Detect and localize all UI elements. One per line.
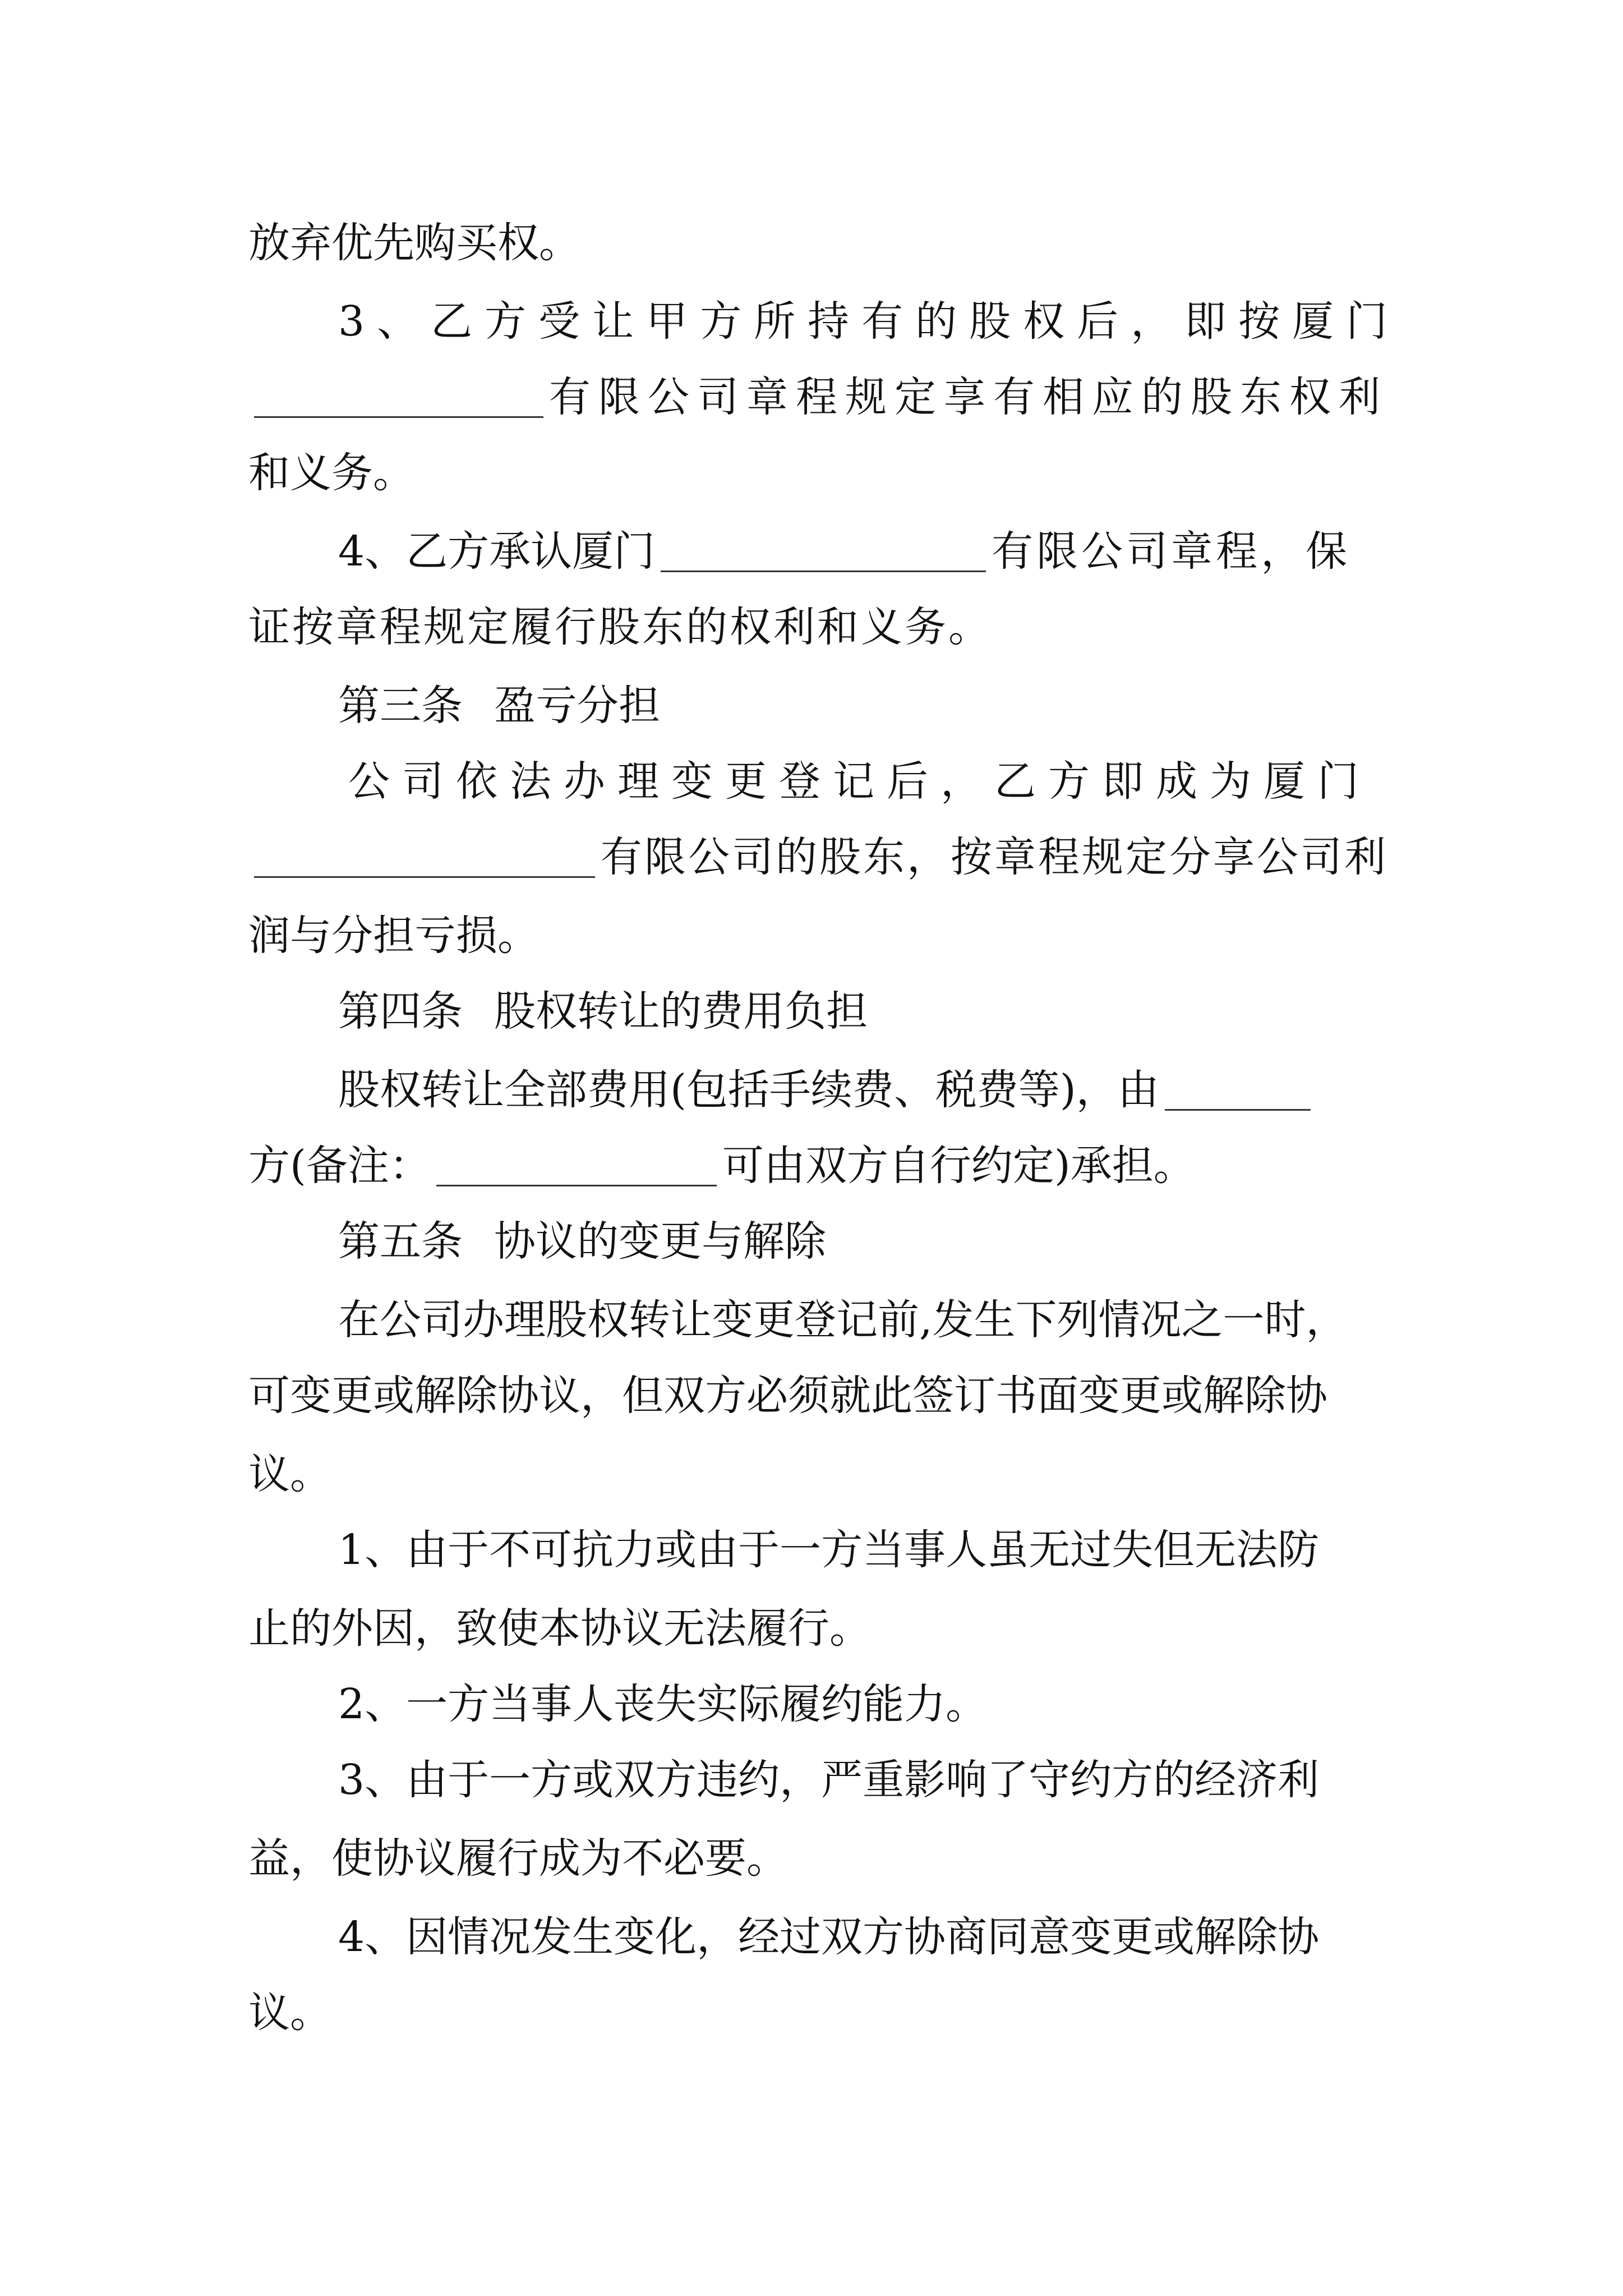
paragraph-text: 止的外因，致使本协议无法履行。 xyxy=(248,1604,871,1653)
paragraph-text: 议。 xyxy=(248,1450,331,1498)
text-line xyxy=(248,1593,1388,1653)
article-number: 第五条 xyxy=(338,1217,463,1266)
text-line xyxy=(248,1977,1388,2037)
article-number: 第三条 xyxy=(338,682,463,730)
text-line xyxy=(248,1823,1388,1883)
fill-blank xyxy=(254,841,595,878)
text-line xyxy=(248,438,1388,497)
paragraph-text: 3、由于一方或双方违约，严重影响了守约方的经济利 xyxy=(338,1756,1320,1804)
text-line xyxy=(248,1439,1388,1498)
text-line xyxy=(338,746,1388,806)
paragraph-text: 益，使协议履行成为不必要。 xyxy=(248,1834,788,1883)
text-line xyxy=(338,1745,1388,1804)
paragraph-text: 润与分担亏损。 xyxy=(248,912,539,960)
article-title: 股权转让的费用负担 xyxy=(494,987,868,1036)
text-line xyxy=(248,822,1388,881)
text-line xyxy=(338,1902,1388,1961)
paragraph-text: 有限公司章程规定享有相应的股东权利 xyxy=(549,373,1388,421)
fill-blank xyxy=(1165,1074,1311,1111)
text-line xyxy=(248,1360,1388,1420)
paragraph-text: 和义务。 xyxy=(248,449,414,497)
paragraph-text: 放弃优先购买权。 xyxy=(248,219,580,267)
paragraph-text: 4、因情况发生变化，经过双方协商同意变更或解除协 xyxy=(338,1913,1320,1961)
text-line xyxy=(338,1285,1388,1344)
paragraph-text: 可变更或解除协议，但双方必须就此签订书面变更或解除协 xyxy=(248,1372,1327,1420)
paragraph-text: 方(备注： xyxy=(248,1142,431,1190)
text-line xyxy=(248,208,1388,267)
text-line xyxy=(338,1515,1388,1574)
paragraph-text: 有限公司章程，保 xyxy=(992,527,1351,576)
article-heading xyxy=(338,1206,1388,1266)
paragraph-text: 股权转让全部费用(包括手续费、税费等)，由 xyxy=(338,1066,1159,1114)
text-line xyxy=(248,900,1388,960)
text-line xyxy=(338,286,1400,346)
paragraph-text: 4、乙方承认厦门 xyxy=(338,527,656,576)
paragraph-text: 1、由于不可抗力或由于一方当事人虽无过失但无法防 xyxy=(338,1526,1320,1574)
fill-blank xyxy=(254,381,543,418)
article-title: 协议的变更与解除 xyxy=(494,1217,826,1266)
text-line xyxy=(338,1055,1388,1114)
paragraph-text: 议。 xyxy=(248,1989,331,2037)
article-number: 第四条 xyxy=(338,987,463,1036)
paragraph-text: 有限公司的股东，按章程规定分享公司利 xyxy=(601,833,1388,881)
text-line xyxy=(248,1130,1388,1190)
article-heading xyxy=(338,670,1388,730)
article-heading xyxy=(338,976,1388,1036)
paragraph-text: 证按章程规定履行股东的权利和义务。 xyxy=(248,603,992,651)
paragraph-text: 公司依法办理变更登记后，乙方即成为厦门 xyxy=(348,757,1371,806)
fill-blank xyxy=(436,1150,717,1186)
paragraph-text: 在公司办理股权转让变更登记前,发生下列情况之一时， xyxy=(338,1296,1348,1344)
text-line xyxy=(338,516,1388,576)
fill-blank xyxy=(661,536,986,572)
paragraph-text: 2、一方当事人丧失实际履约能力。 xyxy=(338,1680,988,1728)
paragraph-text: 可由双方自行约定)承担。 xyxy=(722,1142,1195,1190)
text-line xyxy=(248,592,1388,651)
text-line xyxy=(248,362,1388,421)
article-title: 盈亏分担 xyxy=(494,682,660,730)
paragraph-text: 3、乙方受让甲方所持有的股权后，即按厦门 xyxy=(338,297,1400,346)
text-line xyxy=(338,1669,1388,1728)
